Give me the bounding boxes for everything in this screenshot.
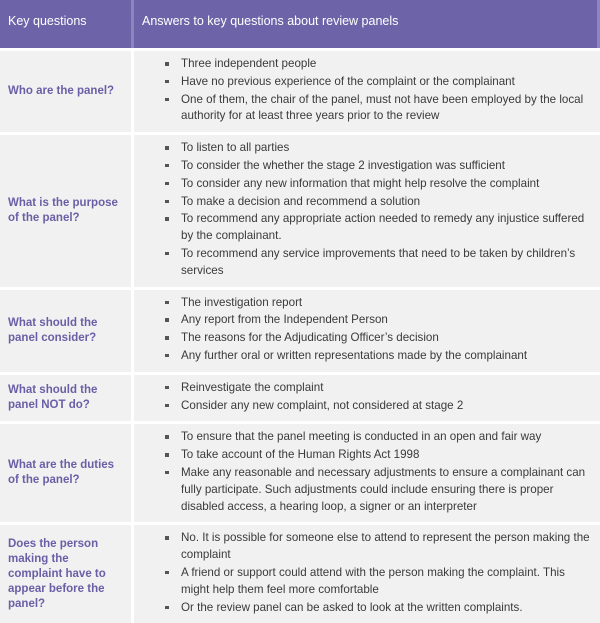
answer-text: To make a decision and recommend a solution <box>181 194 421 208</box>
table-row <box>0 132 600 286</box>
answer-text: The reasons for the Adjudicating Officer’s decision <box>181 331 439 345</box>
answer-text: To recommend any appropriate action needed to remedy any injustice suffered by the complainant. <box>181 212 585 243</box>
answer-bullet-list <box>134 530 590 616</box>
question-cell: Who are the panel? <box>0 48 134 132</box>
question-cell: What are the duties of the panel? <box>0 421 134 522</box>
answer-bullet-item <box>134 348 590 365</box>
answer-bullet-item <box>134 429 590 446</box>
bullet-point-icon <box>165 301 169 305</box>
answer-bullet-list <box>134 140 590 279</box>
answer-text: Any further oral or written representations made by the complainant <box>181 348 528 362</box>
answer-text: Consider any new complaint, not considered at stage 2 <box>181 398 464 412</box>
answer-bullet-list <box>134 295 590 365</box>
answer-cell <box>134 48 600 132</box>
bullet-point-icon <box>165 164 169 168</box>
table-header <box>0 0 600 48</box>
answer-text: To consider the whether the stage 2 investigation was sufficient <box>181 158 505 172</box>
question-cell: What is the purpose of the panel? <box>0 132 134 286</box>
bullet-point-icon <box>165 386 169 390</box>
bullet-point-icon <box>165 536 169 540</box>
answer-bullet-item <box>134 246 590 280</box>
table-row <box>0 48 600 132</box>
bullet-point-icon <box>165 354 169 358</box>
table-header-row <box>0 0 600 48</box>
answer-text: A friend or support could attend with the person making the complaint. This might help them feel more comfortable <box>181 565 565 596</box>
table-row <box>0 372 600 422</box>
answer-text: To listen to all parties <box>181 141 290 155</box>
answer-bullet-item <box>134 398 590 415</box>
bullet-point-icon <box>165 252 169 256</box>
answer-text: The investigation report <box>181 295 303 309</box>
table-row <box>0 287 600 372</box>
question-cell: What should the panel consider? <box>0 287 134 372</box>
answer-text: Reinvestigate the complaint <box>181 380 324 394</box>
answer-cell <box>134 372 600 422</box>
bullet-point-icon <box>165 80 169 84</box>
bullet-point-icon <box>165 217 169 221</box>
answer-cell <box>134 287 600 372</box>
table-row <box>0 421 600 522</box>
question-cell: Does the person making the complaint have to appear before the panel? <box>0 522 134 623</box>
answer-bullet-item <box>134 295 590 312</box>
answer-text: Make any reasonable and necessary adjustments to ensure a complainant can fully participate. Such adjustments could include ensuring there is proper disabled access, a hearing loop, a signer or an interpreter <box>181 465 586 513</box>
answer-bullet-item <box>134 211 590 245</box>
bullet-point-icon <box>165 453 169 457</box>
answer-text: To take account of the Human Rights Act 1998 <box>181 448 420 462</box>
bullet-point-icon <box>165 182 169 186</box>
answer-text: To recommend any service improvements that need to be taken by children’s services <box>181 246 576 277</box>
bullet-point-icon <box>165 146 169 150</box>
question-cell: What should the panel NOT do? <box>0 372 134 422</box>
bullet-point-icon <box>165 571 169 575</box>
answer-bullet-item <box>134 530 590 564</box>
answer-bullet-list <box>134 429 590 515</box>
bullet-point-icon <box>165 404 169 408</box>
answer-bullet-item <box>134 92 590 126</box>
answer-bullet-item <box>134 447 590 464</box>
answer-bullet-item <box>134 56 590 73</box>
answer-cell <box>134 522 600 623</box>
column-header-key-questions: Key questions <box>0 0 134 48</box>
bullet-point-icon <box>165 62 169 66</box>
answer-text: Any report from the Independent Person <box>181 313 388 327</box>
table-row <box>0 522 600 623</box>
answer-text: Or the review panel can be asked to look at the written complaints. <box>181 600 523 614</box>
answer-bullet-item <box>134 312 590 329</box>
bullet-point-icon <box>165 471 169 475</box>
answer-bullet-item <box>134 158 590 175</box>
answer-bullet-item <box>134 330 590 347</box>
answer-text: To ensure that the panel meeting is conducted in an open and fair way <box>181 430 542 444</box>
table-body <box>0 48 600 623</box>
bullet-point-icon <box>165 98 169 102</box>
answer-bullet-item <box>134 600 590 617</box>
answer-bullet-item <box>134 74 590 91</box>
bullet-point-icon <box>165 435 169 439</box>
bullet-point-icon <box>165 336 169 340</box>
answer-bullet-item <box>134 194 590 211</box>
bullet-point-icon <box>165 200 169 204</box>
answer-text: One of them, the chair of the panel, must not have been employed by the local authority for at least three years prior to the review <box>181 92 584 123</box>
column-header-answers: Answers to key questions about review panels <box>134 0 600 48</box>
answer-bullet-list <box>134 56 590 125</box>
answer-text: No. It is possible for someone else to attend to represent the person making the complaint <box>181 531 590 562</box>
answer-bullet-item <box>134 140 590 157</box>
answer-bullet-list <box>134 380 590 415</box>
answer-bullet-item <box>134 380 590 397</box>
bullet-point-icon <box>165 606 169 610</box>
answer-text: Have no previous experience of the complaint or the complainant <box>181 74 515 88</box>
answer-text: Three independent people <box>181 57 317 70</box>
answer-bullet-item <box>134 176 590 193</box>
bullet-point-icon <box>165 318 169 322</box>
answer-text: To consider any new information that might help resolve the complaint <box>181 176 540 190</box>
answer-bullet-item <box>134 465 590 515</box>
answer-cell <box>134 132 600 286</box>
answer-cell <box>134 421 600 522</box>
